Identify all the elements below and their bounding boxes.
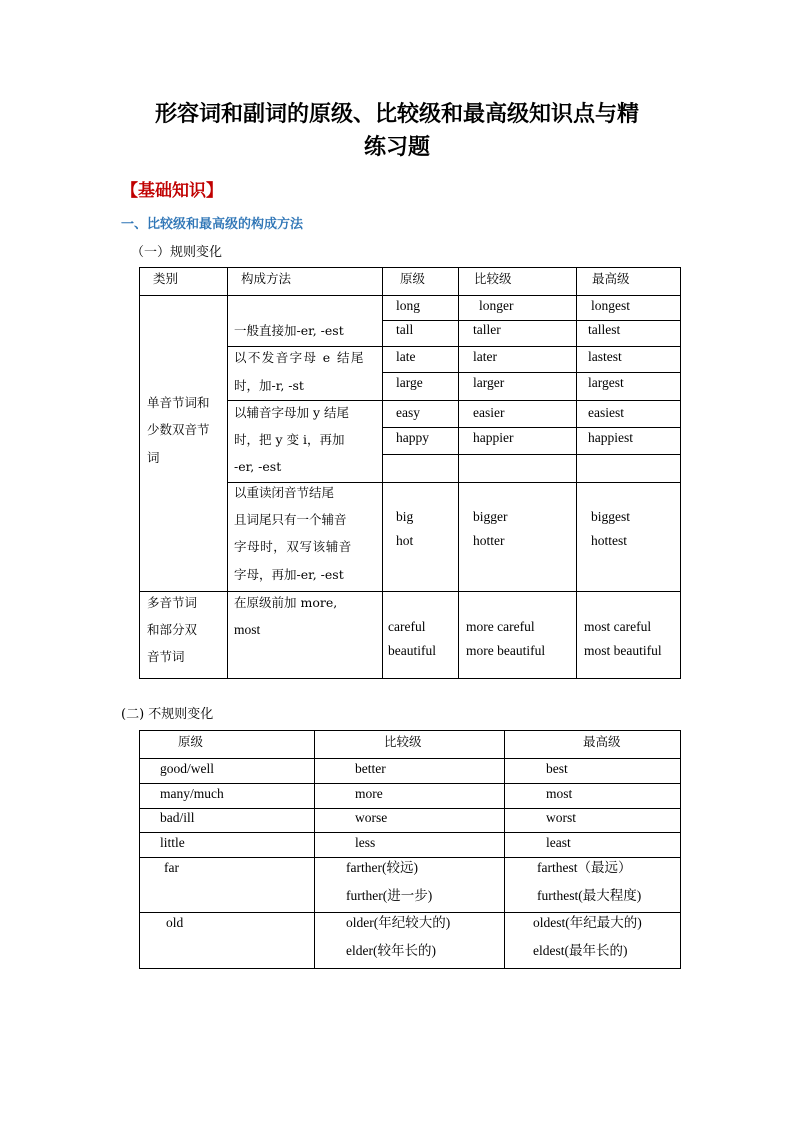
cell-superlative: worst: [546, 810, 576, 825]
cell-superlative: best: [546, 761, 568, 776]
cell-superlative: longest: [591, 298, 630, 313]
cell-comparative: further(进一步): [346, 888, 433, 903]
header-method: 构成方法: [241, 271, 292, 286]
irregular-changes-heading: (二) 不规则变化: [121, 707, 214, 722]
header-comparative: 比较级: [384, 734, 422, 749]
cell-positive: good/well: [160, 761, 214, 776]
cell-superlative: tallest: [588, 322, 621, 337]
table-rule: [139, 912, 681, 913]
table-rule: [314, 730, 315, 969]
table-rule: [139, 832, 681, 833]
cell-positive: beautiful: [388, 643, 436, 658]
table-rule: [504, 730, 505, 969]
rule-consonant-y-line2: 时，把 y 变 i，再加: [234, 432, 345, 447]
cell-comparative: less: [355, 835, 376, 850]
table-rule: [227, 267, 228, 679]
category-polysyllabic-line2: 和部分双: [147, 622, 198, 637]
cell-superlative: most: [546, 786, 573, 801]
cell-comparative: older(年纪较大的): [346, 915, 451, 930]
cell-positive: little: [160, 835, 185, 850]
rule-add-er-est: 一般直接加-er, -est: [234, 323, 344, 338]
category-monosyllabic-line3: 词: [147, 450, 160, 465]
cell-superlative: farthest（最远）: [537, 860, 632, 875]
cell-positive: bad/ill: [160, 810, 195, 825]
section1-heading: 一、比较级和最高级的构成方法: [121, 217, 304, 232]
cell-superlative: lastest: [588, 349, 622, 364]
cell-superlative: least: [546, 835, 571, 850]
header-positive: 原级: [400, 271, 426, 286]
cell-superlative: furthest(最大程度): [537, 888, 642, 903]
table-rule: [382, 372, 681, 373]
table-rule: [382, 320, 681, 321]
document-title-line2: 练习题: [363, 134, 430, 160]
rule-silent-e-line1: 以不发音字母 e 结尾: [234, 350, 365, 365]
rule-consonant-y-line1: 以辅音字母加 y 结尾: [234, 405, 350, 420]
cell-superlative: hottest: [591, 533, 627, 548]
table-rule: [227, 346, 681, 347]
cell-superlative: largest: [588, 375, 624, 390]
cell-superlative: most careful: [584, 619, 652, 634]
cell-comparative: more beautiful: [466, 643, 546, 658]
header-comparative: 比较级: [474, 271, 512, 286]
cell-positive: long: [396, 298, 421, 313]
rule-double-consonant-line4: 字母，再加-er, -est: [234, 567, 344, 582]
category-monosyllabic-line2: 少数双音节: [147, 422, 210, 437]
cell-comparative: bigger: [473, 509, 508, 524]
table-rule: [139, 857, 681, 858]
cell-comparative: larger: [473, 375, 505, 390]
header-superlative: 最高级: [592, 271, 630, 286]
cell-positive: careful: [388, 619, 426, 634]
cell-comparative: more: [355, 786, 383, 801]
cell-superlative: oldest(年纪最大的): [533, 915, 642, 930]
cell-comparative: worse: [355, 810, 388, 825]
table-rule: [139, 783, 681, 784]
cell-positive: large: [396, 375, 423, 390]
regular-changes-heading: （一）规则变化: [131, 245, 223, 260]
cell-positive: happy: [396, 430, 429, 445]
table-rule: [139, 758, 681, 759]
cell-superlative: easiest: [588, 405, 624, 420]
rule-more-most-line1: 在原级前加 more,: [234, 595, 338, 610]
rule-double-consonant-line1: 以重读闭音节结尾: [234, 485, 335, 500]
table-rule: [139, 591, 681, 592]
cell-comparative: later: [473, 349, 497, 364]
cell-positive: easy: [396, 405, 420, 420]
cell-positive: late: [396, 349, 416, 364]
cell-positive: far: [164, 860, 179, 875]
table-rule: [458, 267, 459, 679]
table-rule: [382, 454, 681, 455]
rule-more-most-line2: most: [234, 622, 261, 637]
cell-positive: old: [166, 915, 184, 930]
cell-comparative: longer: [479, 298, 514, 313]
rule-consonant-y-line3: -er, -est: [234, 459, 282, 474]
cell-comparative: easier: [473, 405, 505, 420]
cell-positive: tall: [396, 322, 414, 337]
category-polysyllabic-line1: 多音节词: [147, 595, 198, 610]
table-rule: [227, 400, 681, 401]
table-rule: [139, 295, 681, 296]
cell-comparative: better: [355, 761, 386, 776]
table-rule: [382, 427, 681, 428]
cell-superlative: happiest: [588, 430, 633, 445]
cell-positive: hot: [396, 533, 414, 548]
category-monosyllabic-line1: 单音节词和: [147, 395, 210, 410]
cell-positive: many/much: [160, 786, 224, 801]
table-rule: [139, 808, 681, 809]
rule-double-consonant-line3: 字母时，双写该辅音: [234, 539, 352, 554]
cell-comparative: hotter: [473, 533, 505, 548]
cell-superlative: biggest: [591, 509, 630, 524]
cell-comparative: farther(较远): [346, 860, 418, 875]
cell-comparative: elder(较年长的): [346, 943, 436, 958]
cell-positive: big: [396, 509, 414, 524]
table-rule: [382, 267, 383, 679]
table-rule: [576, 267, 577, 679]
header-positive: 原级: [178, 734, 204, 749]
cell-superlative: most beautiful: [584, 643, 662, 658]
table2-border: [139, 730, 681, 969]
header-superlative: 最高级: [583, 734, 621, 749]
cell-superlative: eldest(最年长的): [533, 943, 628, 958]
basic-knowledge-heading: 【基础知识】: [121, 181, 223, 201]
cell-comparative: happier: [473, 430, 514, 445]
category-polysyllabic-line3: 音节词: [147, 649, 185, 664]
header-category: 类别: [153, 271, 179, 286]
cell-comparative: taller: [473, 322, 501, 337]
table-rule: [227, 482, 681, 483]
rule-silent-e-line2: 时，加-r, -st: [234, 378, 304, 393]
document-title-line1: 形容词和副词的原级、比较级和最高级知识点与精: [154, 101, 639, 127]
cell-comparative: more careful: [466, 619, 535, 634]
rule-double-consonant-line2: 且词尾只有一个辅音: [234, 512, 347, 527]
